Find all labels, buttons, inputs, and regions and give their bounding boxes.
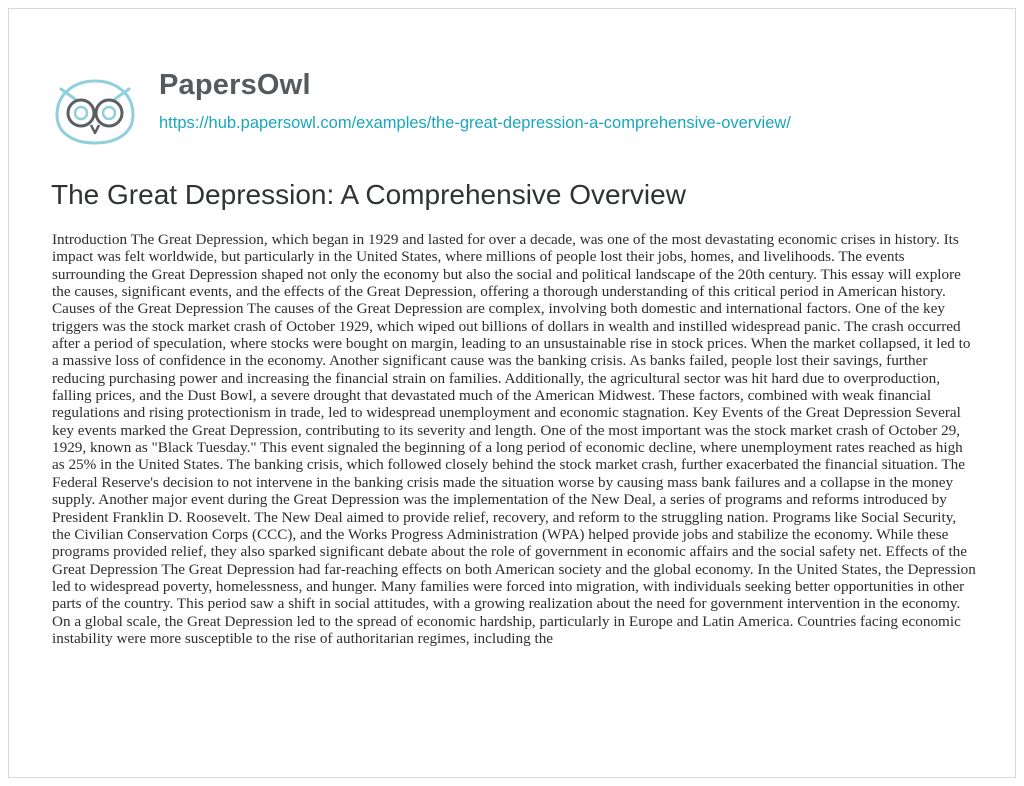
essay-body: Introduction The Great Depression, which began in 1929 and lasted for over a decade, was one of the most devastating economic crises in history. Its impact was felt worldwide, but particularly in the United States, where millions of people lost their jobs, homes, and livelihoods. The events surrounding the Great Depression shaped not only the economy but also the social and political landscape of the 20th century. This essay will explore the causes, significant events, and the effects of the Great Depression, offering a thorough understanding of this critical period in American history. Causes of the Great Depression The causes of the Great Depression are complex, involving both domestic and international factors. One of the key triggers was the stock market crash of October 1929, which wiped out billions of dollars in wealth and instilled widespread panic. The crash occurred after a period of speculation, where stocks were bought on margin, leading to an unsustainable rise in stock prices. When the market collapsed, it led to a massive loss of confidence in the economy. Another significant cause was the banking crisis. As banks failed, people lost their savings, further reducing purchasing power and increasing the financial strain on families. Additionally, the agricultural sector was hit hard due to overproduction, falling prices, and the Dust Bowl, a severe drought that devastated much of the American Midwest. These factors, combined with weak financial regulations and rising protectionism in trade, led to widespread unemployment and economic stagnation. Key Events of the Great Depression Several key events marked the Great Depression, contributing to its severity and length. One of the most important was the stock market crash of October 29, 1929, known as "Black Tuesday." This event signaled the beginning of a long period of economic decline, where unemployment rates reached as high as 25% in the United States. The banking crisis, which followed closely behind the stock market crash, further exacerbated the financial situation. The Federal Reserve's decision to not intervene in the banking crisis made the situation worse by causing mass bank failures and a collapse in the money supply. Another major event during the Great Depression was the implementation of the New Deal, a series of programs and reforms introduced by President Franklin D. Roosevelt. The New Deal aimed to provide relief, recovery, and reform to the struggling nation. Programs like Social Security, the Civilian Conservation Corps (CCC), and the Works Progress Administration (WPA) helped provide jobs and stabilize the economy. While these programs provided relief, they also sparked significant debate about the role of government in economic affairs and the social safety net. Effects of the Great Depression The Great Depression had far-reaching effects on both American society and the global economy. In the United States, the Depression led to widespread poverty, homelessness, and hunger. Many families were forced into migration, with individuals seeking better opportunities in other parts of the country. This period saw a shift in social attitudes, with a growing realization about the need for government intervention in the economy. On a global scale, the Great Depression led to the spread of economic hardship, particularly in Europe and Latin America. Countries facing economic instability were more susceptible to the rise of authoritarian regimes, including the — [52, 231, 976, 647]
source-url-link[interactable]: https://hub.papersowl.com/examples/the-great-depression-a-comprehensive-overview/ — [159, 114, 791, 132]
header — [51, 67, 991, 147]
page-title: The Great Depression: A Comprehensive Overview — [51, 179, 686, 210]
brand-name: PapersOwl — [159, 69, 311, 101]
owl-logo-icon — [51, 75, 139, 147]
page-frame — [8, 8, 1016, 778]
